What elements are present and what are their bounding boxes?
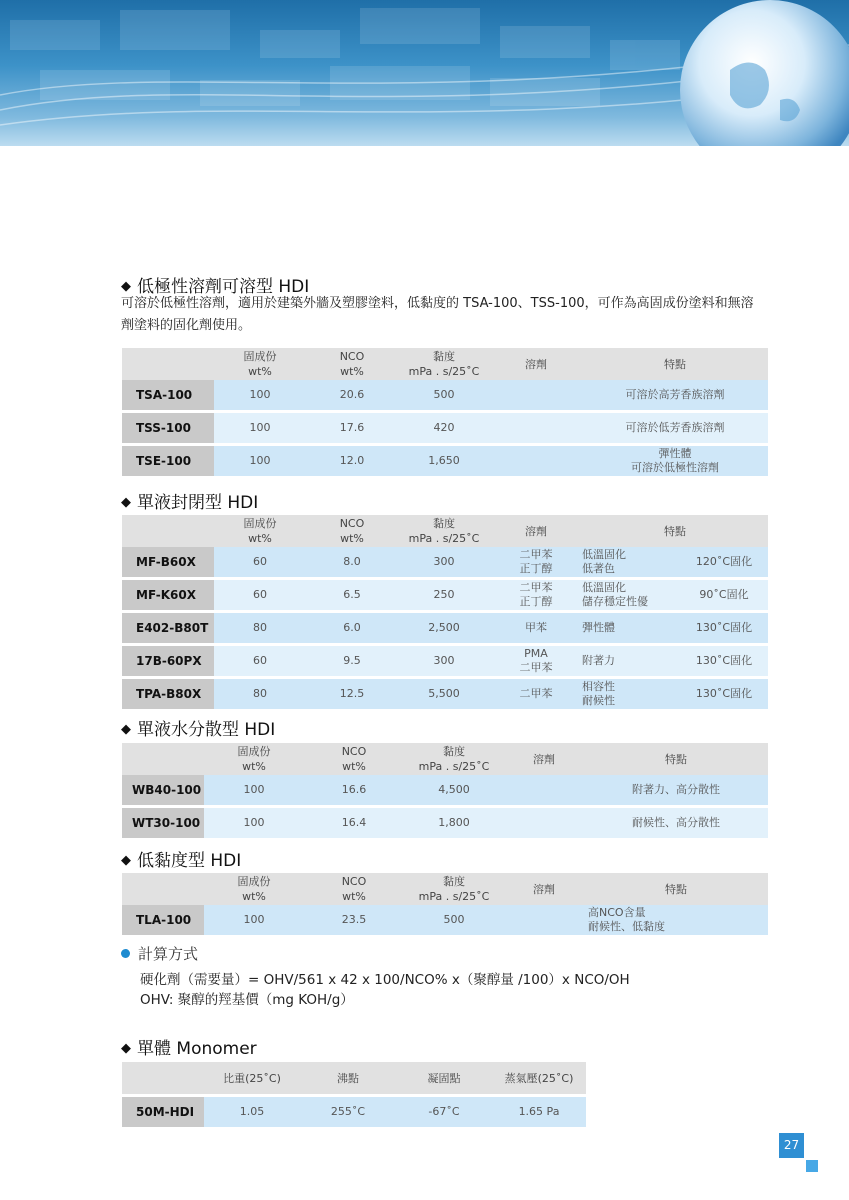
- table-row: E402-B80T 80 6.0 2,500 甲苯 彈性體 130˚C固化: [122, 613, 768, 643]
- calc-title: 計算方式: [121, 943, 198, 964]
- table-row: 17B-60PX 60 9.5 300 PMA 二甲苯 附著力 130˚C固化: [122, 646, 768, 676]
- table-water: [122, 743, 768, 838]
- table-row: WB40-100 100 16.6 4,500 附著力、高分散性: [122, 775, 768, 805]
- table-row: MF-K60X 60 6.5 250 二甲苯 正丁醇 低溫固化 儲存穩定性優 90˚C固化: [122, 580, 768, 610]
- section-description: 可溶於低極性溶劑，適用於建築外牆及塑膠塗料，低黏度的 TSA-100、TSS-100，可作為高固成份塗料和無溶 劑塗料的固化劑使用。: [121, 296, 754, 333]
- table-blocked: [122, 515, 768, 709]
- diamond-icon: ◆: [121, 722, 131, 737]
- table-monomer: [122, 1062, 586, 1127]
- page-number: 27: [779, 1133, 804, 1158]
- table-row: TLA-100 100 23.5 500 高NCO含量 耐候性、低黏度: [122, 905, 768, 935]
- section-title-monomer: ◆ 單體 Monomer: [121, 1039, 257, 1059]
- table-row: MF-B60X 60 8.0 300 二甲苯 正丁醇 低溫固化 低著色 120˚C固化: [122, 547, 768, 577]
- table-header: 固成份 wt% NCO wt% 黏度 mPa . s/25˚C 溶劑 特點: [122, 743, 768, 775]
- header-banner: [0, 0, 849, 146]
- diamond-icon: ◆: [121, 1041, 131, 1056]
- table-row: TPA-B80X 80 12.5 5,500 二甲苯 相容性 耐候性 130˚C固化: [122, 679, 768, 709]
- section-title-blocked: ◆ 單液封閉型 HDI: [121, 493, 259, 513]
- table-low-polarity: [122, 348, 768, 476]
- table-row: TSE-100 100 12.0 1,650 彈性體 可溶於低極性溶劑: [122, 446, 768, 476]
- table-header: 固成份 wt% NCO wt% 黏度 mPa . s/25˚C 溶劑 特點: [122, 515, 768, 547]
- diamond-icon: ◆: [121, 495, 131, 510]
- diamond-icon: ◆: [121, 853, 131, 868]
- calc-ohv-note: OHV: 聚醇的羥基價（mg KOH/g）: [140, 992, 354, 1008]
- section-title-water: ◆ 單液水分散型 HDI: [121, 720, 276, 740]
- page-corner-square: [806, 1160, 818, 1172]
- table-header: 固成份 wt% NCO wt% 黏度 mPa . s/25˚C 溶劑 特點: [122, 873, 768, 905]
- table-header: 固成份 wt% NCO wt% 黏度 mPa . s/25˚C 溶劑 特點: [122, 348, 768, 380]
- table-row: TSA-100 100 20.6 500 可溶於高芳香族溶劑: [122, 380, 768, 410]
- table-header: 比重(25˚C) 沸點 凝固點 蒸氣壓(25˚C): [122, 1062, 586, 1094]
- calc-formula: 硬化劑（需要量）= OHV/561 x 42 x 100/NCO% x（聚醇量 /100）x NCO/OH: [140, 972, 630, 988]
- section-title-low-viscosity: ◆ 低黏度型 HDI: [121, 851, 242, 871]
- table-low-viscosity: [122, 873, 768, 935]
- section-title-low-polarity: ◆ 低極性溶劑可溶型 HDI: [121, 277, 310, 297]
- bullet-icon: [121, 949, 130, 958]
- table-row: TSS-100 100 17.6 420 可溶於低芳香族溶劑: [122, 413, 768, 443]
- table-row: WT30-100 100 16.4 1,800 耐候性、高分散性: [122, 808, 768, 838]
- banner-graphic: [0, 0, 849, 146]
- diamond-icon: ◆: [121, 279, 131, 294]
- table-row: 50M-HDI 1.05 255˚C -67˚C 1.65 Pa: [122, 1097, 586, 1127]
